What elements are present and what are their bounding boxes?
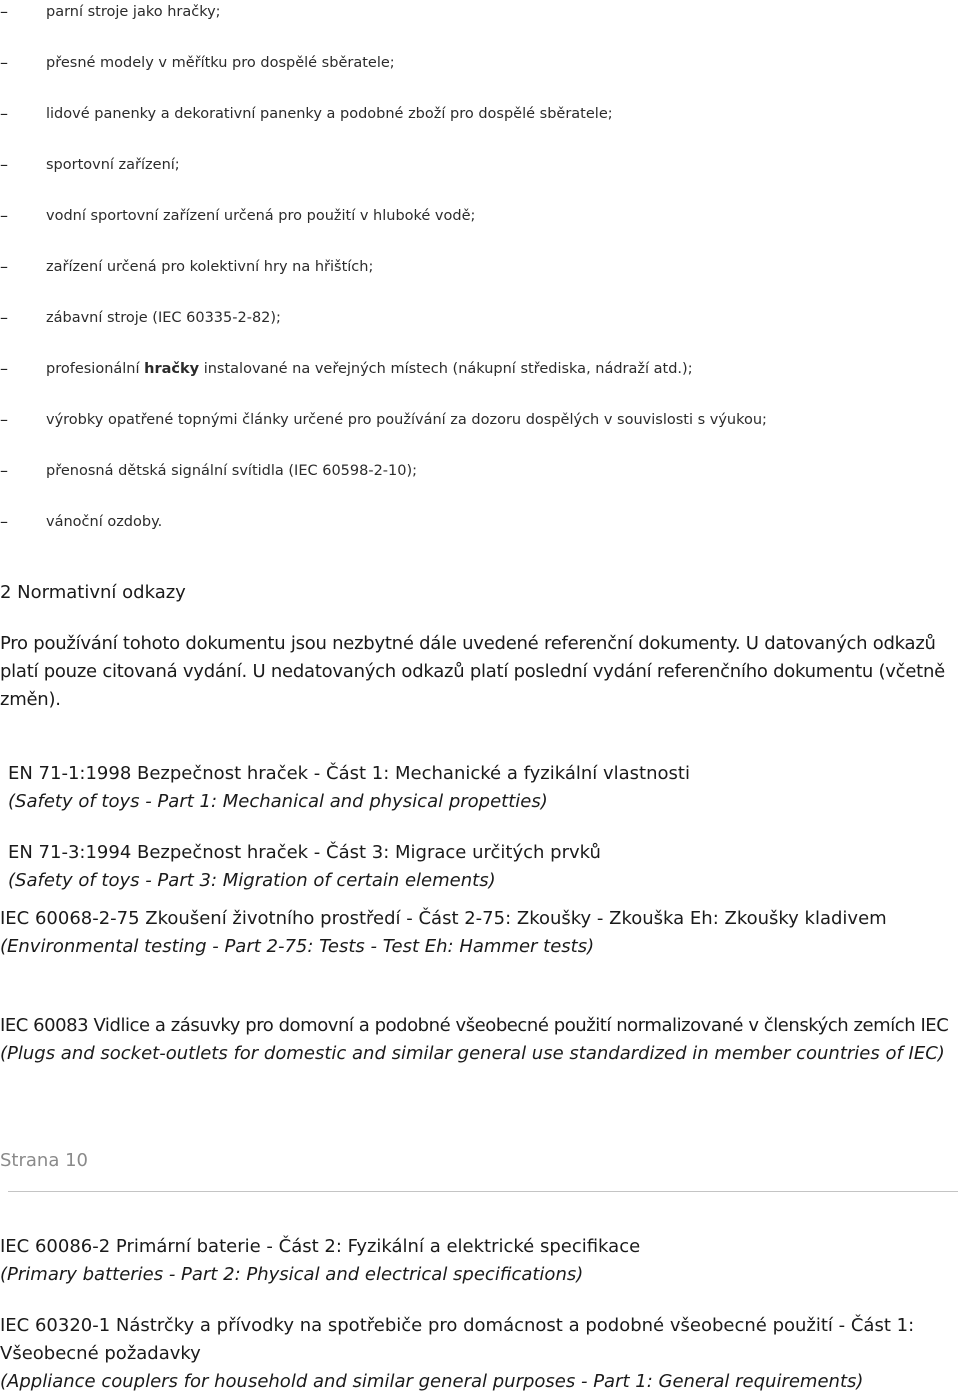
reference-translation: (Environmental testing - Part 2-75: Tests - Test Eh: Hammer tests) bbox=[0, 936, 595, 957]
list-dash: – bbox=[0, 461, 8, 480]
list-item bbox=[0, 153, 950, 177]
page-divider bbox=[8, 1191, 958, 1192]
list-item bbox=[0, 255, 950, 279]
list-item bbox=[0, 510, 950, 534]
list-item-text: přenosná dětská signální svítidla (IEC 60598-2-10); bbox=[46, 463, 418, 479]
section-intro-paragraph: Pro používání tohoto dokumentu jsou nezbytné dále uvedené referenční dokumenty. U datovaných odkazů platí pouze citovaná vydání. U nedatovaných odkazů platí poslední vydání referenčního dokumentu (včetně změn). bbox=[0, 633, 945, 710]
reference-title: EN 71-1:1998 Bezpečnost hraček - Část 1: Mechanické a fyzikální vlastnosti bbox=[8, 763, 690, 784]
reference-entry bbox=[0, 1012, 955, 1068]
list-item-text: parní stroje jako hračky; bbox=[46, 4, 221, 20]
list-item bbox=[0, 408, 950, 432]
list-dash: – bbox=[0, 308, 8, 327]
list-item bbox=[0, 51, 950, 75]
list-dash: – bbox=[0, 359, 8, 378]
list-item-text: lidové panenky a dekorativní panenky a podobné zboží pro dospělé sběratele; bbox=[46, 106, 613, 122]
list-item-text: sportovní zařízení; bbox=[46, 157, 180, 173]
list-dash: – bbox=[0, 2, 8, 21]
list-dash: – bbox=[0, 155, 8, 174]
reference-translation: (Plugs and socket-outlets for domestic and similar general use standardized in member countries of IEC) bbox=[0, 1043, 945, 1064]
list-item bbox=[0, 204, 950, 228]
list-item bbox=[0, 357, 950, 381]
list-item bbox=[0, 306, 950, 330]
list-dash: – bbox=[0, 512, 8, 531]
list-dash: – bbox=[0, 206, 8, 225]
list-item-text: přesné modely v měřítku pro dospělé sběratele; bbox=[46, 55, 395, 71]
list-item-text: zařízení určená pro kolektivní hry na hřištích; bbox=[46, 259, 374, 275]
reference-entry bbox=[0, 1312, 955, 1396]
reference-translation: (Safety of toys - Part 1: Mechanical and physical propetties) bbox=[8, 791, 548, 812]
emphasized-word: hračky bbox=[144, 361, 200, 377]
list-item bbox=[0, 102, 950, 126]
reference-entry bbox=[0, 905, 955, 961]
reference-entry bbox=[0, 1233, 955, 1289]
page-number: Strana 10 bbox=[0, 1150, 88, 1171]
list-dash: – bbox=[0, 257, 8, 276]
reference-entry bbox=[0, 760, 955, 816]
reference-translation: (Appliance couplers for household and similar general purposes - Part 1: General requirements) bbox=[0, 1371, 864, 1392]
reference-title: IEC 60083 Vidlice a zásuvky pro domovní a podobné všeobecné použití normalizované v členských zemích IEC bbox=[0, 1015, 949, 1036]
list-item bbox=[0, 459, 950, 483]
reference-title: EN 71-3:1994 Bezpečnost hraček - Část 3: Migrace určitých prvků bbox=[8, 842, 601, 863]
reference-translation: (Safety of toys - Part 3: Migration of certain elements) bbox=[8, 870, 496, 891]
list-dash: – bbox=[0, 410, 8, 429]
list-dash: – bbox=[0, 53, 8, 72]
list-item-text: vánoční ozdoby. bbox=[46, 514, 163, 530]
list-item-text: vodní sportovní zařízení určená pro použití v hluboké vodě; bbox=[46, 208, 476, 224]
list-item-text: profesionální hračky instalované na veřejných místech (nákupní střediska, nádraží atd.); bbox=[46, 361, 693, 377]
reference-title: IEC 60086-2 Primární baterie - Část 2: Fyzikální a elektrické specifikace bbox=[0, 1236, 641, 1257]
list-item-text: zábavní stroje (IEC 60335-2-82); bbox=[46, 310, 281, 326]
reference-title: IEC 60068-2-75 Zkoušení životního prostředí - Část 2-75: Zkoušky - Zkouška Eh: Zkoušky kladivem bbox=[0, 908, 887, 929]
reference-title: IEC 60320-1 Nástrčky a přívodky na spotřebiče pro domácnost a podobné všeobecné použití - Část 1: Všeobecné požadavky bbox=[0, 1315, 915, 1364]
list-item-text: výrobky opatřené topnými články určené pro používání za dozoru dospělých v souvislosti s výukou; bbox=[46, 412, 767, 428]
list-item bbox=[0, 0, 950, 24]
list-dash: – bbox=[0, 104, 8, 123]
reference-entry bbox=[0, 839, 955, 895]
reference-translation: (Primary batteries - Part 2: Physical and electrical specifications) bbox=[0, 1264, 584, 1285]
section-heading: 2 Normativní odkazy bbox=[0, 582, 186, 603]
